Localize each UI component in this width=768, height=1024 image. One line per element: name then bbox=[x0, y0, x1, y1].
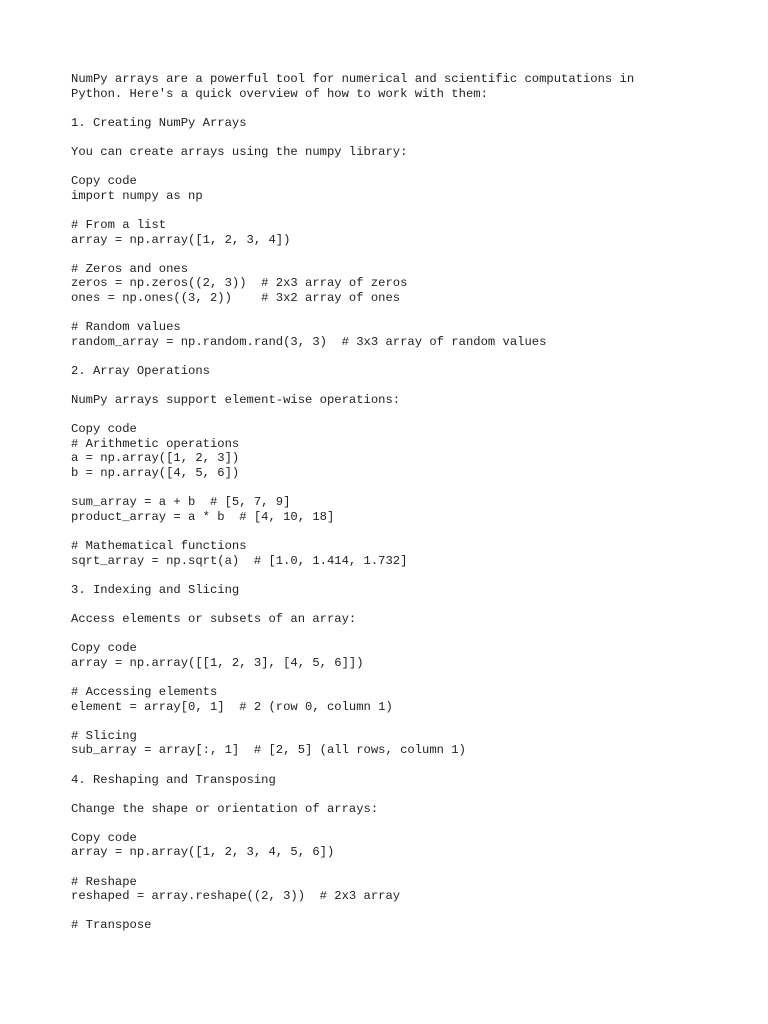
code-comment: # From a list bbox=[71, 217, 167, 232]
spacer bbox=[71, 816, 761, 831]
spacer bbox=[71, 714, 761, 729]
spacer bbox=[71, 627, 761, 642]
spacer bbox=[71, 203, 761, 218]
spacer bbox=[71, 160, 761, 175]
spacer bbox=[71, 130, 761, 145]
spacer bbox=[71, 378, 761, 393]
section-description: NumPy arrays support element-wise operations: bbox=[71, 393, 401, 408]
spacer bbox=[71, 860, 761, 875]
code-line: sub_array = array[:, 1] # [2, 5] (all rows, column 1) bbox=[71, 743, 466, 758]
code-line: array = np.array([1, 2, 3, 4]) bbox=[71, 232, 291, 247]
code-comment: # Mathematical functions bbox=[71, 539, 247, 553]
code-comment: # Reshape bbox=[71, 874, 137, 889]
section-heading: 3. Indexing and Slicing bbox=[71, 582, 240, 597]
spacer bbox=[71, 349, 761, 364]
code-comment: # Slicing bbox=[71, 728, 137, 743]
code-line: sqrt_array = np.sqrt(a) # [1.0, 1.414, 1.732] bbox=[71, 553, 408, 568]
spacer bbox=[71, 247, 761, 262]
code-line: product_array = a * b # [4, 10, 18] bbox=[71, 509, 335, 524]
code-line: ones = np.ones((3, 2)) # 3x2 array of ones bbox=[71, 290, 401, 305]
spacer bbox=[71, 408, 761, 423]
code-line: array = np.array([1, 2, 3, 4, 5, 6]) bbox=[71, 845, 335, 860]
code-line: a = np.array([1, 2, 3]) bbox=[71, 451, 240, 466]
code-comment: # Arithmetic operations bbox=[71, 436, 240, 451]
spacer bbox=[71, 758, 761, 773]
copy-code-button[interactable]: Copy code bbox=[71, 174, 137, 189]
intro-line: NumPy arrays are a powerful tool for numerical and scientific computations in bbox=[71, 72, 635, 86]
spacer bbox=[71, 481, 761, 496]
document-body bbox=[71, 72, 761, 933]
intro-line: Python. Here's a quick overview of how to work with them: bbox=[71, 86, 488, 101]
code-comment: # Accessing elements bbox=[71, 684, 218, 699]
section-description: You can create arrays using the numpy library: bbox=[71, 144, 408, 159]
copy-code-button[interactable]: Copy code bbox=[71, 422, 137, 437]
code-line: b = np.array([4, 5, 6]) bbox=[71, 466, 240, 481]
code-line: reshaped = array.reshape((2, 3)) # 2x3 array bbox=[71, 889, 401, 904]
spacer bbox=[71, 597, 761, 612]
code-line: import numpy as np bbox=[71, 188, 203, 203]
section-heading: 4. Reshaping and Transposing bbox=[71, 772, 276, 787]
spacer bbox=[71, 904, 761, 919]
code-line: sum_array = a + b # [5, 7, 9] bbox=[71, 495, 291, 510]
code-line: random_array = np.random.rand(3, 3) # 3x3 array of random values bbox=[71, 334, 547, 349]
code-line: element = array[0, 1] # 2 (row 0, column 1) bbox=[71, 699, 393, 714]
copy-code-button[interactable]: Copy code bbox=[71, 830, 137, 845]
code-line: zeros = np.zeros((2, 3)) # 2x3 array of zeros bbox=[71, 276, 408, 291]
copy-code-button[interactable]: Copy code bbox=[71, 641, 137, 656]
section-heading: 1. Creating NumPy Arrays bbox=[71, 115, 247, 130]
spacer bbox=[71, 524, 761, 539]
spacer bbox=[71, 306, 761, 321]
code-comment: # Random values bbox=[71, 320, 181, 335]
spacer bbox=[71, 568, 761, 583]
spacer bbox=[71, 787, 761, 802]
section-description: Access elements or subsets of an array: bbox=[71, 611, 357, 626]
code-comment: # Transpose bbox=[71, 918, 152, 933]
section-description: Change the shape or orientation of arrays: bbox=[71, 801, 379, 816]
spacer bbox=[71, 670, 761, 685]
section-heading: 2. Array Operations bbox=[71, 363, 210, 378]
code-line: array = np.array([[1, 2, 3], [4, 5, 6]]) bbox=[71, 655, 364, 670]
code-comment: # Zeros and ones bbox=[71, 261, 189, 276]
spacer bbox=[71, 101, 761, 116]
